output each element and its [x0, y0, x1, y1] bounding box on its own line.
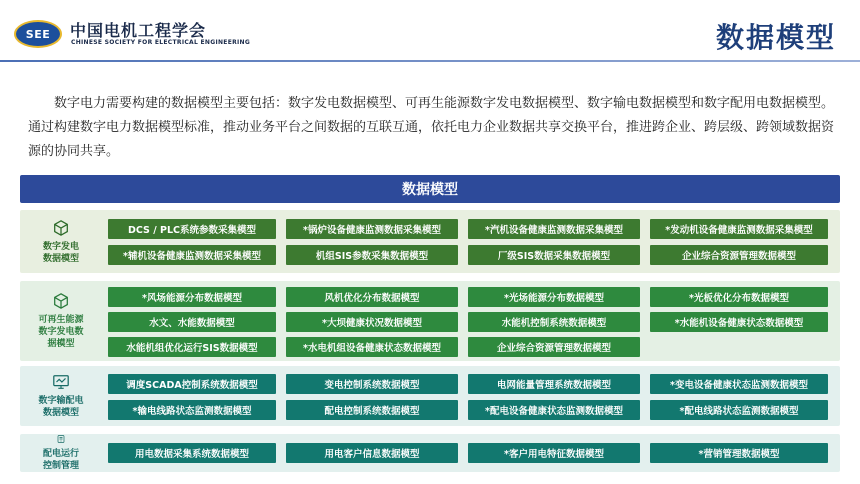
model-item: *输电线路状态监测数据模型	[108, 400, 276, 420]
section-transmission-distribution	[20, 366, 840, 426]
monitor-icon	[52, 373, 70, 391]
model-item: 电网能量管理系统数据模型	[468, 374, 640, 394]
model-item: 调度SCADA控制系统数据模型	[108, 374, 276, 394]
model-item: *客户用电特征数据模型	[468, 443, 640, 463]
model-item: 水文、水能数据模型	[108, 312, 276, 332]
section-label	[20, 366, 102, 426]
diagram-title: 数据模型	[402, 182, 458, 198]
model-item: *锅炉设备健康监测数据采集模型	[286, 219, 458, 239]
model-item: 水能机组优化运行SIS数据模型	[108, 337, 276, 357]
model-item: *风场能源分布数据模型	[108, 287, 276, 307]
model-item: *辅机设备健康监测数据采集模型	[108, 245, 276, 265]
section-label	[20, 281, 102, 361]
model-item: *配电设备健康状态监测数据模型	[468, 400, 640, 420]
intro-paragraph: 数字电力需要构建的数据模型主要包括：数字发电数据模型、可再生能源数字发电数据模型、数字输电数据模型和数字配用电数据模型。通过构建数字电力数据模型标准，推动业务平台之间数据的互联互通，依托电力企业数据共享交换平台，推进跨企业、跨层级、跨领域数据资源的协同共享。	[28, 96, 835, 159]
section-distribution-control	[20, 434, 840, 472]
diagram-title-bar	[20, 175, 840, 203]
model-item: *汽机设备健康监测数据采集模型	[468, 219, 640, 239]
model-item: *光板优化分布数据模型	[650, 287, 828, 307]
section-label	[20, 434, 102, 472]
model-item: 用电数据采集系统数据模型	[108, 443, 276, 463]
model-item: 风机优化分布数据模型	[286, 287, 458, 307]
logo-badge-text: SEE	[25, 27, 51, 41]
header-divider	[0, 60, 860, 62]
model-item: *水电机组设备健康状态数据模型	[286, 337, 458, 357]
page-title: 数据模型	[715, 21, 836, 54]
model-item: 企业综合资源管理数据模型	[468, 337, 640, 357]
model-item: 厂级SIS数据采集数据模型	[468, 245, 640, 265]
section-label	[20, 210, 102, 273]
device-icon	[52, 434, 70, 444]
model-item: 配电控制系统数据模型	[286, 400, 458, 420]
section-name: 数字发电 数据模型	[42, 241, 79, 264]
model-item: *发动机设备健康监测数据采集模型	[650, 219, 828, 239]
model-item: *水能机设备健康状态数据模型	[650, 312, 828, 332]
section-name: 配电运行 控制管理	[42, 449, 79, 471]
section-name: 可再生能源 数字发电数 据模型	[38, 315, 84, 349]
cube-icon	[52, 292, 70, 310]
section-digital-generation	[20, 210, 840, 273]
model-item: *大坝健康状况数据模型	[286, 312, 458, 332]
model-item: *配电线路状态监测数据模型	[650, 400, 828, 420]
model-item: 用电客户信息数据模型	[286, 443, 458, 463]
model-item: 机组SIS参数采集数据模型	[286, 245, 458, 265]
model-item: *营销管理数据模型	[650, 443, 828, 463]
section-renewable-generation	[20, 281, 840, 361]
model-item: 水能机控制系统数据模型	[468, 312, 640, 332]
org-name-cn: 中国电机工程学会	[70, 21, 207, 40]
section-name: 数字输配电 数据模型	[38, 396, 84, 418]
model-item: *光场能源分布数据模型	[468, 287, 640, 307]
header	[0, 0, 860, 60]
model-item: 变电控制系统数据模型	[286, 374, 458, 394]
society-logo	[14, 20, 62, 48]
model-item: *变电设备健康状态监测数据模型	[650, 374, 828, 394]
model-item: DCS / PLC系统参数采集模型	[108, 219, 276, 239]
org-name-en: CHINESE SOCIETY FOR ELECTRICAL ENGINEERING	[71, 39, 251, 46]
model-item: 企业综合资源管理数据模型	[650, 245, 828, 265]
cube-icon	[52, 219, 70, 237]
